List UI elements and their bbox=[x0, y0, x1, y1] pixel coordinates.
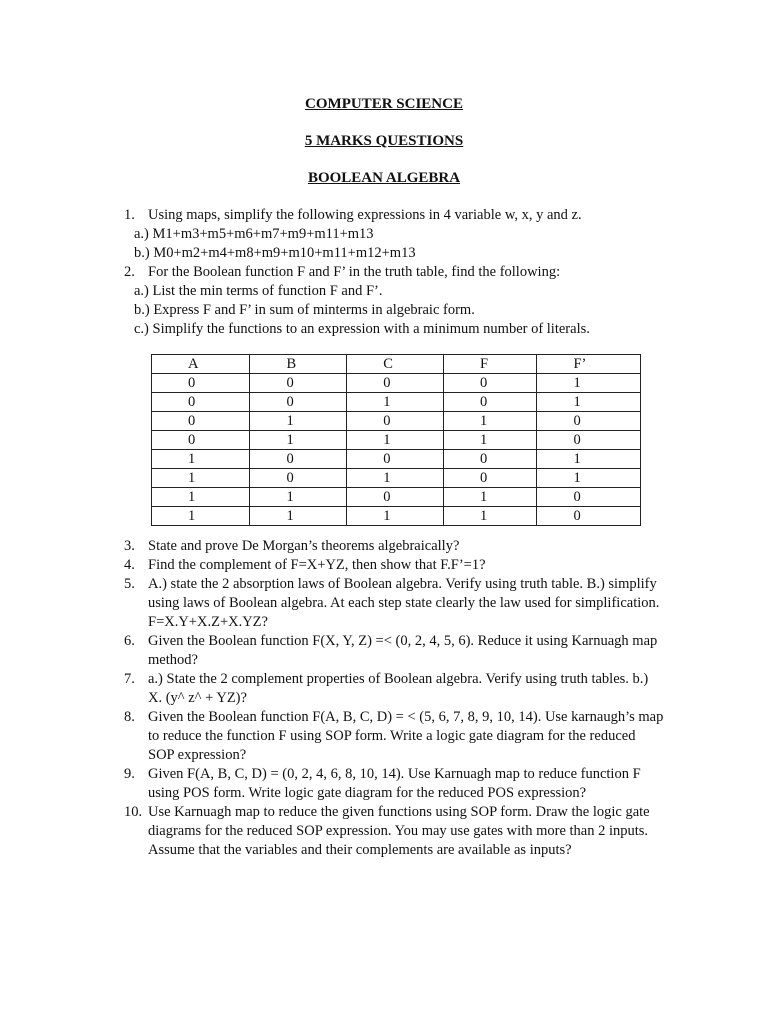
question-number: 9. bbox=[124, 766, 135, 782]
table-cell: 1 bbox=[152, 469, 250, 488]
question-item bbox=[124, 765, 664, 803]
table-cell: 1 bbox=[347, 431, 444, 450]
table-cell: 0 bbox=[347, 374, 444, 393]
question-2-part-a: a.) List the min terms of function F and F’. bbox=[134, 283, 383, 299]
table-row bbox=[152, 488, 641, 507]
question-text: State and prove De Morgan’s theorems algebraically? bbox=[148, 538, 460, 554]
table-cell: 0 bbox=[152, 431, 250, 450]
table-cell: 1 bbox=[444, 431, 537, 450]
table-cell: 0 bbox=[347, 450, 444, 469]
question-text: For the Boolean function F and F’ in the truth table, find the following: bbox=[148, 264, 561, 280]
question-text: a.) State the 2 complement properties of Boolean algebra. Verify using truth tables. b.) X. (y^ z^ + YZ)? bbox=[148, 671, 649, 706]
table-cell: 0 bbox=[152, 393, 250, 412]
table-cell: 0 bbox=[444, 393, 537, 412]
table-cell: 1 bbox=[250, 431, 347, 450]
table-header: C bbox=[347, 355, 444, 374]
table-row bbox=[152, 469, 641, 488]
table-cell: 0 bbox=[250, 450, 347, 469]
question-number: 6. bbox=[124, 633, 135, 649]
question-text: Find the complement of F=X+YZ, then show that F.F’=1? bbox=[148, 557, 486, 573]
table-row bbox=[152, 507, 641, 526]
table-cell: 0 bbox=[444, 450, 537, 469]
table-row bbox=[152, 412, 641, 431]
table-cell: 0 bbox=[152, 374, 250, 393]
table-cell: 0 bbox=[347, 488, 444, 507]
question-item bbox=[124, 670, 664, 708]
table-cell: 1 bbox=[537, 393, 641, 412]
question-text: Using maps, simplify the following expressions in 4 variable w, x, y and z. bbox=[148, 207, 582, 223]
table-header: F bbox=[444, 355, 537, 374]
table-cell: 0 bbox=[250, 393, 347, 412]
question-2 bbox=[124, 263, 664, 282]
table-cell: 0 bbox=[537, 431, 641, 450]
table-cell: 0 bbox=[444, 469, 537, 488]
question-item bbox=[124, 556, 664, 575]
table-cell: 1 bbox=[537, 469, 641, 488]
table-header: F’ bbox=[537, 355, 641, 374]
question-2-part-c: c.) Simplify the functions to an expression with a minimum number of literals. bbox=[134, 321, 590, 337]
question-number: 1. bbox=[124, 207, 135, 223]
table-header: B bbox=[250, 355, 347, 374]
question-number: 4. bbox=[124, 557, 135, 573]
table-cell: 0 bbox=[347, 412, 444, 431]
table-header: A bbox=[152, 355, 250, 374]
table-cell: 1 bbox=[444, 412, 537, 431]
table-cell: 1 bbox=[537, 450, 641, 469]
table-cell: 1 bbox=[250, 412, 347, 431]
question-number: 7. bbox=[124, 671, 135, 687]
table-cell: 1 bbox=[250, 488, 347, 507]
table-row bbox=[152, 374, 641, 393]
question-1-part-a: a.) M1+m3+m5+m6+m7+m9+m11+m13 bbox=[134, 226, 374, 242]
question-text: Given F(A, B, C, D) = (0, 2, 4, 6, 8, 10, 14). Use Karnuagh map to reduce function F using POS form. Write logic gate diagram for the reduced POS expression? bbox=[148, 766, 641, 801]
table-row bbox=[152, 393, 641, 412]
table-cell: 0 bbox=[537, 507, 641, 526]
question-text: A.) state the 2 absorption laws of Boolean algebra. Verify using truth table. B.) simplify using laws of Boolean algebra. At each step state clearly the law used for simplification. F=X.Y+X.Z+X.YZ? bbox=[148, 576, 660, 630]
questions-3-10 bbox=[124, 537, 664, 860]
table-cell: 1 bbox=[347, 393, 444, 412]
table-cell: 1 bbox=[444, 488, 537, 507]
table-cell: 1 bbox=[444, 507, 537, 526]
table-cell: 1 bbox=[250, 507, 347, 526]
table-cell: 0 bbox=[444, 374, 537, 393]
question-item bbox=[124, 803, 664, 860]
subject-heading: COMPUTER SCIENCE bbox=[305, 96, 463, 112]
table-cell: 0 bbox=[250, 374, 347, 393]
question-text: Use Karnuagh map to reduce the given functions using SOP form. Draw the logic gate diagrams for the reduced SOP expression. You may use gates with more than 2 inputs. Assume that the variables and their complements are available as inputs? bbox=[148, 804, 650, 858]
question-item bbox=[124, 575, 664, 632]
table-cell: 1 bbox=[152, 507, 250, 526]
question-number: 5. bbox=[124, 576, 135, 592]
table-row bbox=[152, 450, 641, 469]
table-row bbox=[152, 431, 641, 450]
question-text: Given the Boolean function F(A, B, C, D) = < (5, 6, 7, 8, 9, 10, 14). Use karnaugh’s map to reduce the function F using SOP form. Write a logic gate diagram for the reduced SOP expression? bbox=[148, 709, 664, 763]
table-cell: 1 bbox=[152, 488, 250, 507]
table-cell: 0 bbox=[537, 412, 641, 431]
question-item bbox=[124, 632, 664, 670]
truth-table bbox=[151, 354, 641, 526]
question-item bbox=[124, 537, 664, 556]
table-cell: 1 bbox=[347, 469, 444, 488]
table-cell: 1 bbox=[347, 507, 444, 526]
table-cell: 1 bbox=[152, 450, 250, 469]
question-1-part-b: b.) M0+m2+m4+m8+m9+m10+m11+m12+m13 bbox=[134, 245, 416, 261]
question-text: Given the Boolean function F(X, Y, Z) =< (0, 2, 4, 5, 6). Reduce it using Karnuagh map method? bbox=[148, 633, 658, 668]
question-number: 10. bbox=[124, 804, 143, 820]
table-cell: 0 bbox=[537, 488, 641, 507]
questions-1-2 bbox=[124, 206, 664, 339]
marks-heading: 5 MARKS QUESTIONS bbox=[304, 133, 464, 149]
table-cell: 1 bbox=[537, 374, 641, 393]
question-item bbox=[124, 708, 664, 765]
question-number: 2. bbox=[124, 264, 135, 280]
table-cell: 0 bbox=[152, 412, 250, 431]
question-number: 3. bbox=[124, 538, 135, 554]
question-2-part-b: b.) Express F and F’ in sum of minterms in algebraic form. bbox=[134, 302, 475, 318]
table-cell: 0 bbox=[250, 469, 347, 488]
truth-table-body bbox=[152, 374, 641, 526]
question-number: 8. bbox=[124, 709, 135, 725]
truth-table-header-row bbox=[152, 355, 641, 374]
question-1 bbox=[124, 206, 664, 225]
topic-heading: BOOLEAN ALGEBRA bbox=[307, 170, 461, 186]
